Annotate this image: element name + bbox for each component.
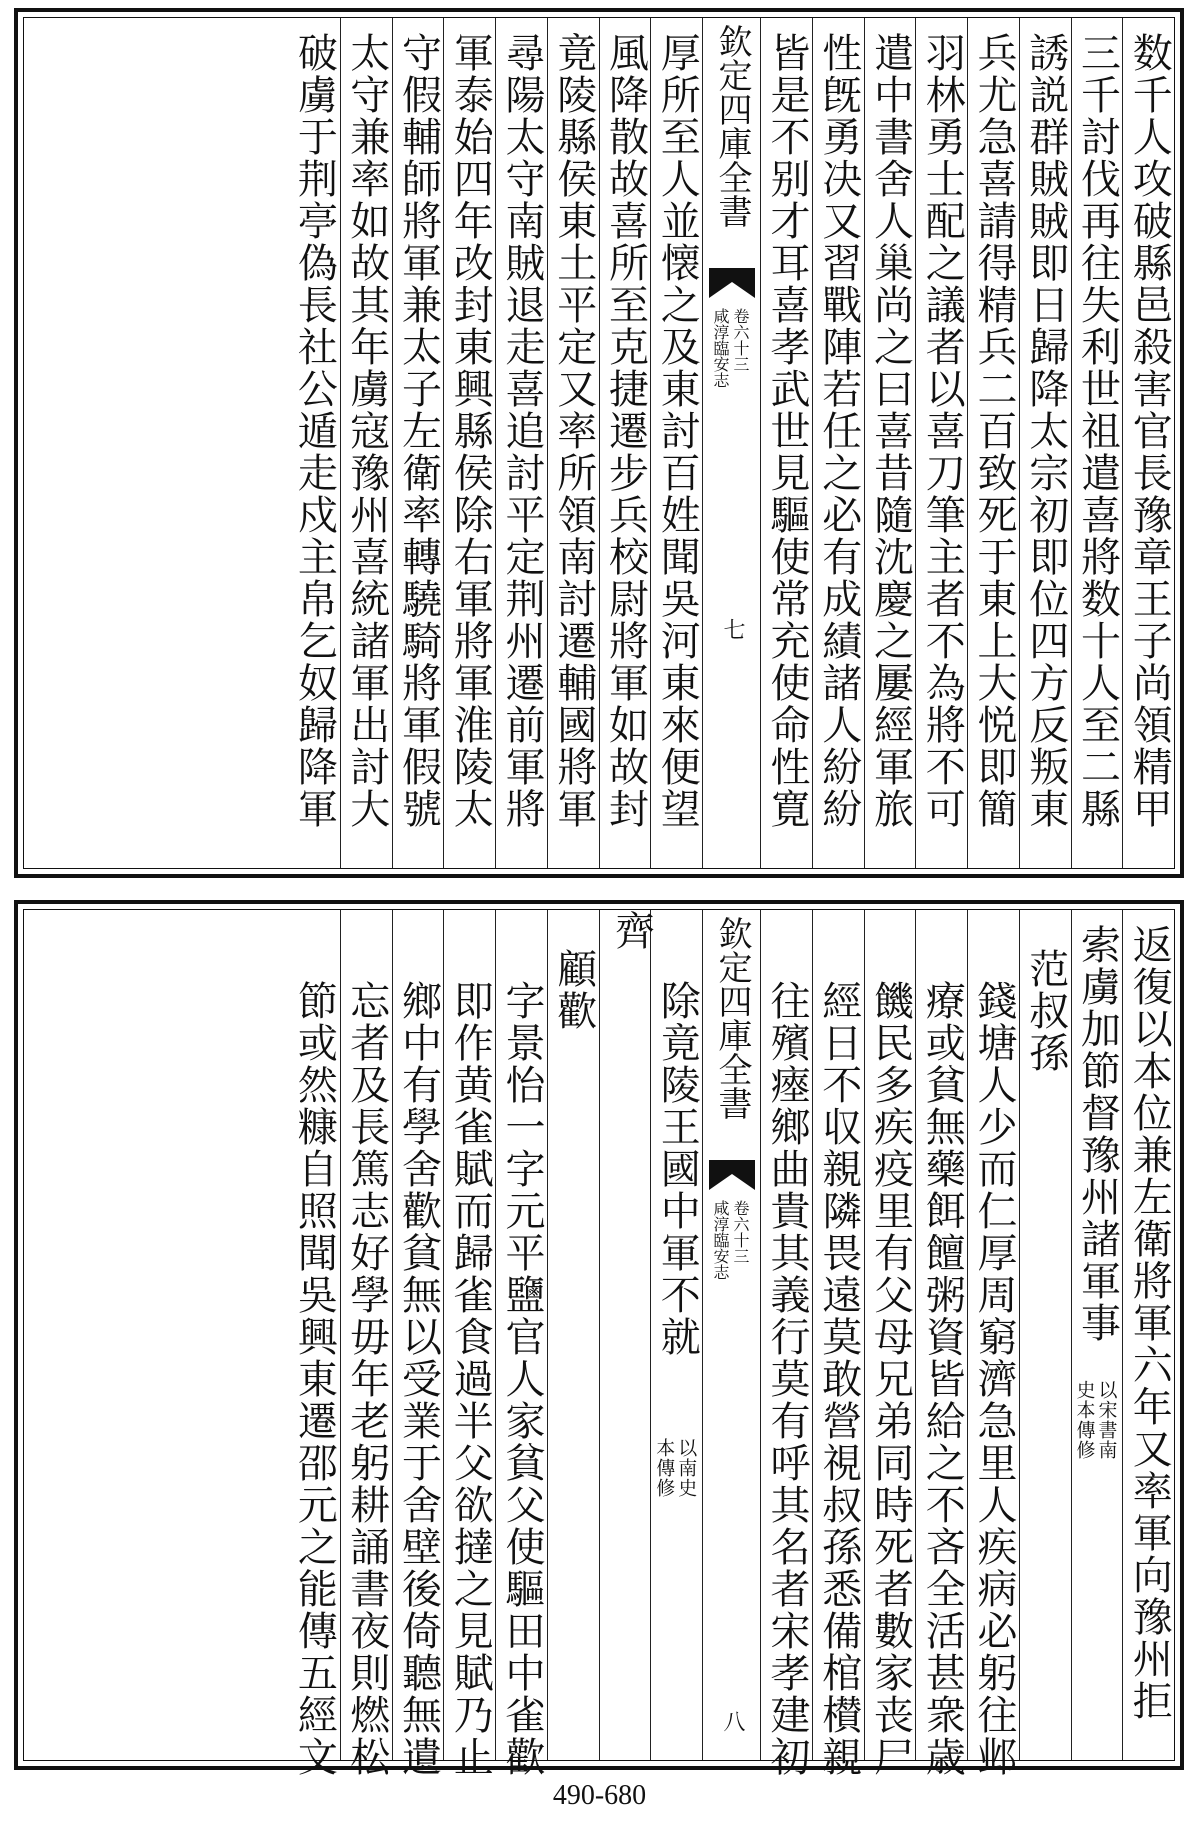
book-title: 欽定四庫全書 (712, 916, 752, 1120)
column-text: 性旣勇决又習戰陣若任之必有成績諸人紛紛 (815, 32, 862, 830)
column-text: 厚所至人並懐之及東討百姓聞吳河東來便望 (654, 32, 701, 830)
bottom-page-columns (24, 910, 1174, 1778)
text-column (760, 18, 812, 868)
text-column (547, 18, 599, 868)
text-column (1019, 910, 1071, 1760)
column-text: 索虜加節督豫州諸軍事 (1074, 924, 1121, 1344)
text-column (864, 910, 916, 1778)
column-text: 三千討伐再往失利世祖遣喜將数十人至二縣 (1074, 32, 1121, 830)
column-text: 皆是不别才耳喜孝武世見驅使常充使命性寛 (764, 32, 810, 830)
column-text: 經日不収親隣畏遠莫敢營視叔孫悉備棺櫕親 (815, 980, 862, 1778)
text-column (495, 910, 547, 1778)
column-text: 除竟陵王國中軍不就 (654, 980, 701, 1358)
source-note: 本傳修 (653, 1438, 676, 1498)
source-note: 以宋書南 (1095, 1380, 1118, 1460)
text-column (340, 18, 392, 868)
text-column (340, 910, 392, 1778)
book-title: 欽定四庫全書 (712, 24, 752, 228)
column-text: 饑民多疾疫里有父母兄弟同時死者數家丧尸 (867, 980, 914, 1778)
column-text: 即作黄雀賦而歸雀食過半父欲撻之見賦乃止 (447, 980, 494, 1778)
top-page-columns (24, 18, 1174, 868)
text-column (495, 18, 547, 868)
text-column (1071, 910, 1123, 1760)
column-text: 療或貧無藥餌饘粥資皆給之不吝全活甚衆歳 (919, 980, 966, 1778)
text-column (915, 910, 967, 1778)
text-column (288, 18, 340, 868)
page-footer-number: 490-680 (552, 1780, 647, 1811)
bottom-page-frame (14, 900, 1184, 1778)
text-column (915, 18, 967, 868)
bottom-page-inner-border (23, 909, 1175, 1778)
text-column (650, 18, 702, 868)
column-text: 兵尤急喜請得精兵二百致死于東上大悦即簡 (971, 32, 1017, 830)
text-column (650, 910, 702, 1760)
top-page-inner-border (23, 17, 1175, 869)
text-column (599, 18, 651, 868)
text-column (392, 910, 444, 1778)
text-column (547, 910, 599, 1760)
dynasty-header: 齊 (608, 910, 655, 950)
top-page-frame (14, 8, 1184, 878)
text-column (967, 18, 1019, 868)
text-column (760, 910, 812, 1778)
text-column (392, 18, 444, 868)
text-column (1122, 18, 1174, 868)
text-column (812, 18, 864, 868)
text-column (967, 910, 1019, 1778)
column-text: 往殯瘞鄉曲貴其義行莫有呼其名者宋孝建初 (764, 980, 810, 1778)
text-column (443, 18, 495, 868)
column-text: 鄉中有學舍歡貧無以受業于舍壁後倚聽無遺 (395, 980, 442, 1778)
column-text: 節或然糠自照聞吳興東遷邵元之能傳五經文 (291, 980, 338, 1778)
text-column (1122, 910, 1174, 1760)
text-column (864, 18, 916, 868)
column-text: 風降散故喜所至克捷遷步兵校尉將軍如故封 (602, 32, 649, 830)
text-column (443, 910, 495, 1778)
person-name: 范叔孫 (1022, 948, 1069, 1074)
column-text: 遣中書舍人巢尚之曰喜昔隨沈慶之屢經軍旅 (867, 32, 914, 830)
column-text: 数千人攻破縣邑殺害官長豫章王子尚領精甲 (1126, 32, 1173, 830)
column-text: 羽林勇士配之議者以喜刀筆主者不為將不可 (919, 32, 966, 830)
column-text: 竟陵縣侯東土平定又率所領南討遷輔國將軍 (550, 32, 597, 830)
person-name: 顧歡 (550, 948, 597, 1032)
column-text: 錢塘人少而仁厚周窮濟急里人疾病必躬往邺 (971, 980, 1017, 1778)
text-column (599, 910, 655, 1760)
page-number: 八 (720, 1710, 745, 1732)
volume-number: 卷六十三 (731, 1200, 750, 1264)
column-text: 守假輔師將軍兼太子左衛率轉驍騎將軍假號 (395, 32, 442, 830)
column-text: 誘説群賊賊即日歸降太宗初即位四方反叛東 (1022, 32, 1069, 830)
column-text: 破虜于荆亭偽長社公遁走戍主帛乞奴歸降軍 (291, 32, 338, 830)
volume-title: 咸淳臨安志 (711, 1200, 730, 1280)
text-column (1071, 18, 1123, 868)
column-text: 忘者及長篤志好學毋年老躬耕誦書夜則燃松 (343, 980, 390, 1778)
column-text: 字景怡一字元平鹽官人家貧父使驅田中雀歡 (499, 980, 545, 1778)
volume-label (711, 308, 729, 388)
column-text: 太守兼率如故其年虜寇豫州喜統諸軍出討大 (343, 32, 390, 830)
fish-tail-mark-icon (709, 1160, 755, 1190)
source-note: 史本傳修 (1073, 1380, 1096, 1460)
fish-tail-mark-icon (709, 268, 755, 298)
text-column (812, 910, 864, 1778)
column-text: 尋陽太守南賊退走喜追討平定荆州遷前軍將 (499, 32, 545, 830)
volume-title: 咸淳臨安志 (711, 308, 730, 388)
center-margin-column (702, 18, 760, 868)
volume-number: 卷六十三 (731, 308, 750, 372)
text-column (1019, 18, 1071, 868)
center-margin-column (702, 910, 760, 1760)
column-text: 返復以本位兼左衛將軍六年又率軍向豫州拒 (1126, 924, 1173, 1722)
column-text: 軍泰始四年改封東興縣侯除右軍將軍淮陵太 (447, 32, 494, 830)
page-number: 七 (720, 618, 745, 640)
text-column (288, 910, 340, 1778)
source-note: 以南史 (675, 1438, 698, 1498)
